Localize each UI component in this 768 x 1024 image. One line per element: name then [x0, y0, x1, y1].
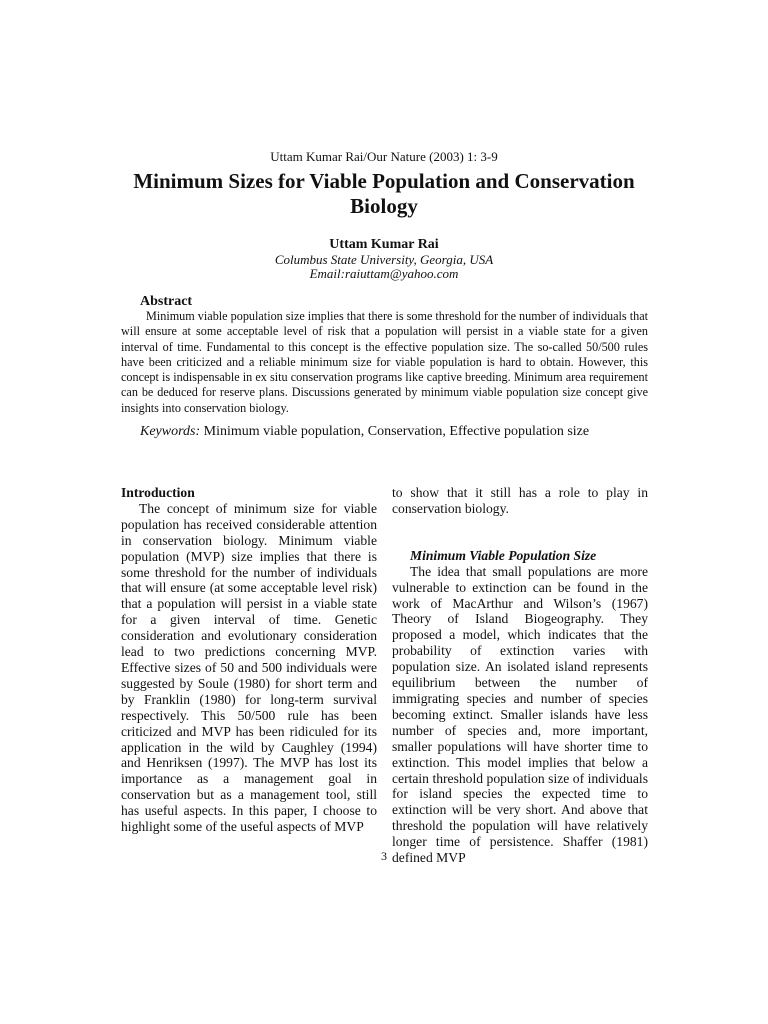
introduction-paragraph: The concept of minimum size for viable population has received considerable attention in conservation biology. Minimum viable population (MVP) size implies that there is some threshold for the number of individuals that will ensure (at some acceptable level risk) that a population will persist in a viable state for a given interval of time. Genetic consideration and evolutionary consideration lead to two predictions concerning MVP. Effective sizes of 50 and 500 individuals were suggested by Soule (1980) for short term and by Franklin (1980) for long-term survival respectively. This 50/500 rule has been criticized and MVP has been ridiculed for its application in the wild by Caughley (1994) and Henriksen (1997). The MVP has lost its importance as a management goal in conservation but as a management tool, still has useful aspects. In this paper, I choose to highlight some of the useful aspects of MVP	[121, 500, 377, 835]
citation-header: Uttam Kumar Rai/Our Nature (2003) 1: 3-9	[270, 149, 498, 164]
author-affiliation: Columbus State University, Georgia, USA	[274, 252, 494, 267]
mvp-paragraph: The idea that small populations are more vulnerable to extinction can be found in the work of MacArthur and Wilson’s (1967) Theory of Island Biogeography. They proposed a model, which indicates that the probability of extinction varies with population size. An isolated island represents equilibrium between the number of immigrating species and number of species becoming extinct. Smaller islands have less number of species and, more important, smaller populations will have shorter time to extinction. This model implies that below a certain threshold population size of individuals for island species the expected time to extinction will be very short. And above that threshold the population will have relatively longer time of persistence. Shaffer (1981) defined MVP	[392, 563, 648, 866]
mvp-section-heading: Minimum Viable Population Size	[410, 547, 597, 563]
abstract-heading: Abstract	[140, 294, 193, 309]
introduction-heading: Introduction	[121, 485, 195, 500]
right-column	[392, 485, 648, 866]
introduction-paragraph-continued: to show that it still has a role to play in conservation biology.	[392, 485, 648, 516]
keywords-text: Minimum viable population, Conservation, Effective population size	[200, 424, 590, 439]
abstract-text: Minimum viable population size implies that there is some threshold for the number of individuals that will ensure at some acceptable level of risk that a population will persist in a viable state for a given interval of time. Fundamental to this concept is the effective population size. The so-called 50/500 rules have been criticized and a reliable minimum size for viable population is hard to obtain. However, this concept is indispensable in ex situ conservation programs like captive breeding. Minimum area requirement can be deduced for reserve plans. Discussions generated by minimum viable population size concept give insights into conservation biology.	[121, 309, 648, 415]
author-email: Email:raiuttam@yahoo.com	[309, 266, 459, 281]
page-number: 3	[381, 849, 387, 863]
paper-title: Minimum Sizes for Viable Population and Conservation Biology	[133, 169, 635, 218]
keywords-line	[140, 423, 660, 440]
keywords-label: Keywords:	[140, 424, 201, 439]
author-name: Uttam Kumar Rai	[329, 237, 439, 252]
left-column	[121, 485, 377, 835]
